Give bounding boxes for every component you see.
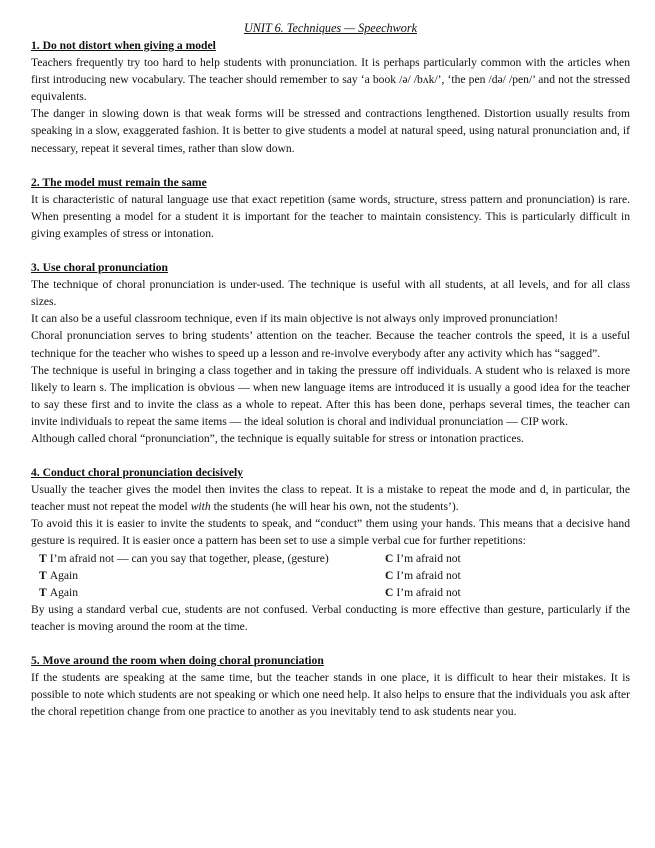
paragraph-text: Usually the teacher gives the model then invites the class to repeat. It is a mistake to repeat the mode and d, in particular, the teacher must not repeat the model [31, 483, 630, 514]
section-heading: 5. Move around the room when doing choral pronunciation [31, 654, 324, 667]
line-text: I’m afraid not [396, 551, 461, 565]
dialog-row [39, 584, 461, 601]
speaker-label: T [39, 568, 47, 582]
line-text: Again [49, 568, 79, 582]
paragraph: It can also be a useful classroom technique, even if its main objective is not always only improved pronunciation! [31, 312, 559, 326]
page-title: UNIT 6. Techniques — Speechwork [244, 21, 417, 35]
dialog-row [39, 567, 461, 584]
speaker-label: T [39, 551, 47, 565]
line-text: I’m afraid not [396, 585, 461, 599]
class-line [385, 550, 461, 567]
paragraph: The technique is useful in bringing a class together and in taking the pressure off individuals. A student who is relaxed is more likely to learn s. The implication is obvious — when new language items are introduced it is usually a good idea for the teacher to say these first and to invite the class as a whole to repeat. After this has been done, perhaps several times, the teacher can invite individuals to repeat the same items — the ideal solution is choral and individual pronunciation — CIP work. [31, 363, 630, 428]
section-5 [31, 652, 630, 720]
paragraph: Teachers frequently try too hard to help students with pronunciation. It is perhaps particularly common with the articles when first introducing new vocabulary. The teacher should remember to say ‘a book /ə/ /bʌk/’, ‘the pen /də/ /pen/’ and not the stressed equivalents. [31, 56, 630, 104]
dialog-row [39, 550, 461, 567]
section-3 [31, 259, 630, 447]
line-text: I’m afraid not [396, 568, 461, 582]
section-heading: 1. Do not distort when giving a model [31, 39, 216, 52]
teacher-line [39, 550, 385, 567]
paragraph: Although called choral “pronunciation”, the technique is equally suitable for stress or intonation practices. [31, 431, 524, 445]
speaker-label: C [385, 585, 394, 599]
class-line [385, 584, 461, 601]
paragraph: To avoid this it is easier to invite the students to speak, and “conduct” them using your hands. This means that a decisive hand gesture is required. It is easier once a pattern has been set to use a simple verbal cue for further repetitions: [31, 517, 630, 548]
paragraph: If the students are speaking at the same time, but the teacher stands in one place, it is difficult to hear their mistakes. It is possible to note which students are not speaking or which one need help. It also helps to ensure that the individuals you ask after the choral repetition change from one practice to another as you inevitably tend to ask students near you. [31, 671, 630, 719]
line-text: Again [49, 585, 79, 599]
emphasis: with [190, 500, 211, 514]
teacher-line [39, 567, 385, 584]
speaker-label: C [385, 568, 394, 582]
paragraph: It is characteristic of natural language use that exact repetition (same words, structure, stress pattern and pronunciation) is rare. When presenting a model for a student it is important for the teacher to maintain consistency. This is particularly difficult in giving examples of stress or intonation. [31, 192, 630, 240]
paragraph: The danger in slowing down is that weak forms will be stressed and contractions lengthened. Distortion usually results from speaking in a slow, exaggerated fashion. It is better to give students a model at natural speed, using natural pronunciation and, if necessary, repeat it several times, rather than slow down. [31, 107, 630, 155]
section-heading: 4. Conduct choral pronunciation decisively [31, 466, 244, 480]
paragraph-text: the students (he will hear his own, not the students’). [210, 500, 459, 514]
paragraph: Choral pronunciation serves to bring students’ attention on the teacher. Because the teacher controls the speed, it is a useful technique for the teacher who wishes to speed up a lesson and re-involve everybody after any activity which has “sagged”. [31, 329, 630, 360]
section-4 [31, 464, 630, 635]
paragraph: By using a standard verbal cue, students are not confused. Verbal conducting is more effective than gesture, particularly if the teacher is moving around the room at the time. [31, 602, 630, 633]
paragraph [31, 481, 630, 515]
section-1 [31, 37, 630, 157]
speaker-label: T [39, 585, 47, 599]
teacher-line [39, 584, 385, 601]
paragraph: The technique of choral pronunciation is under-used. The technique is useful with all students, at all levels, and for all class sizes. [31, 278, 630, 309]
section-heading: 3. Use choral pronunciation [31, 261, 168, 275]
line-text: I’m afraid not — can you say that together, please, (gesture) [49, 551, 329, 565]
dialog-table [39, 550, 461, 601]
speaker-label: C [385, 551, 394, 565]
section-2 [31, 174, 630, 242]
section-heading: 2. The model must remain the same [31, 175, 207, 189]
class-line [385, 567, 461, 584]
